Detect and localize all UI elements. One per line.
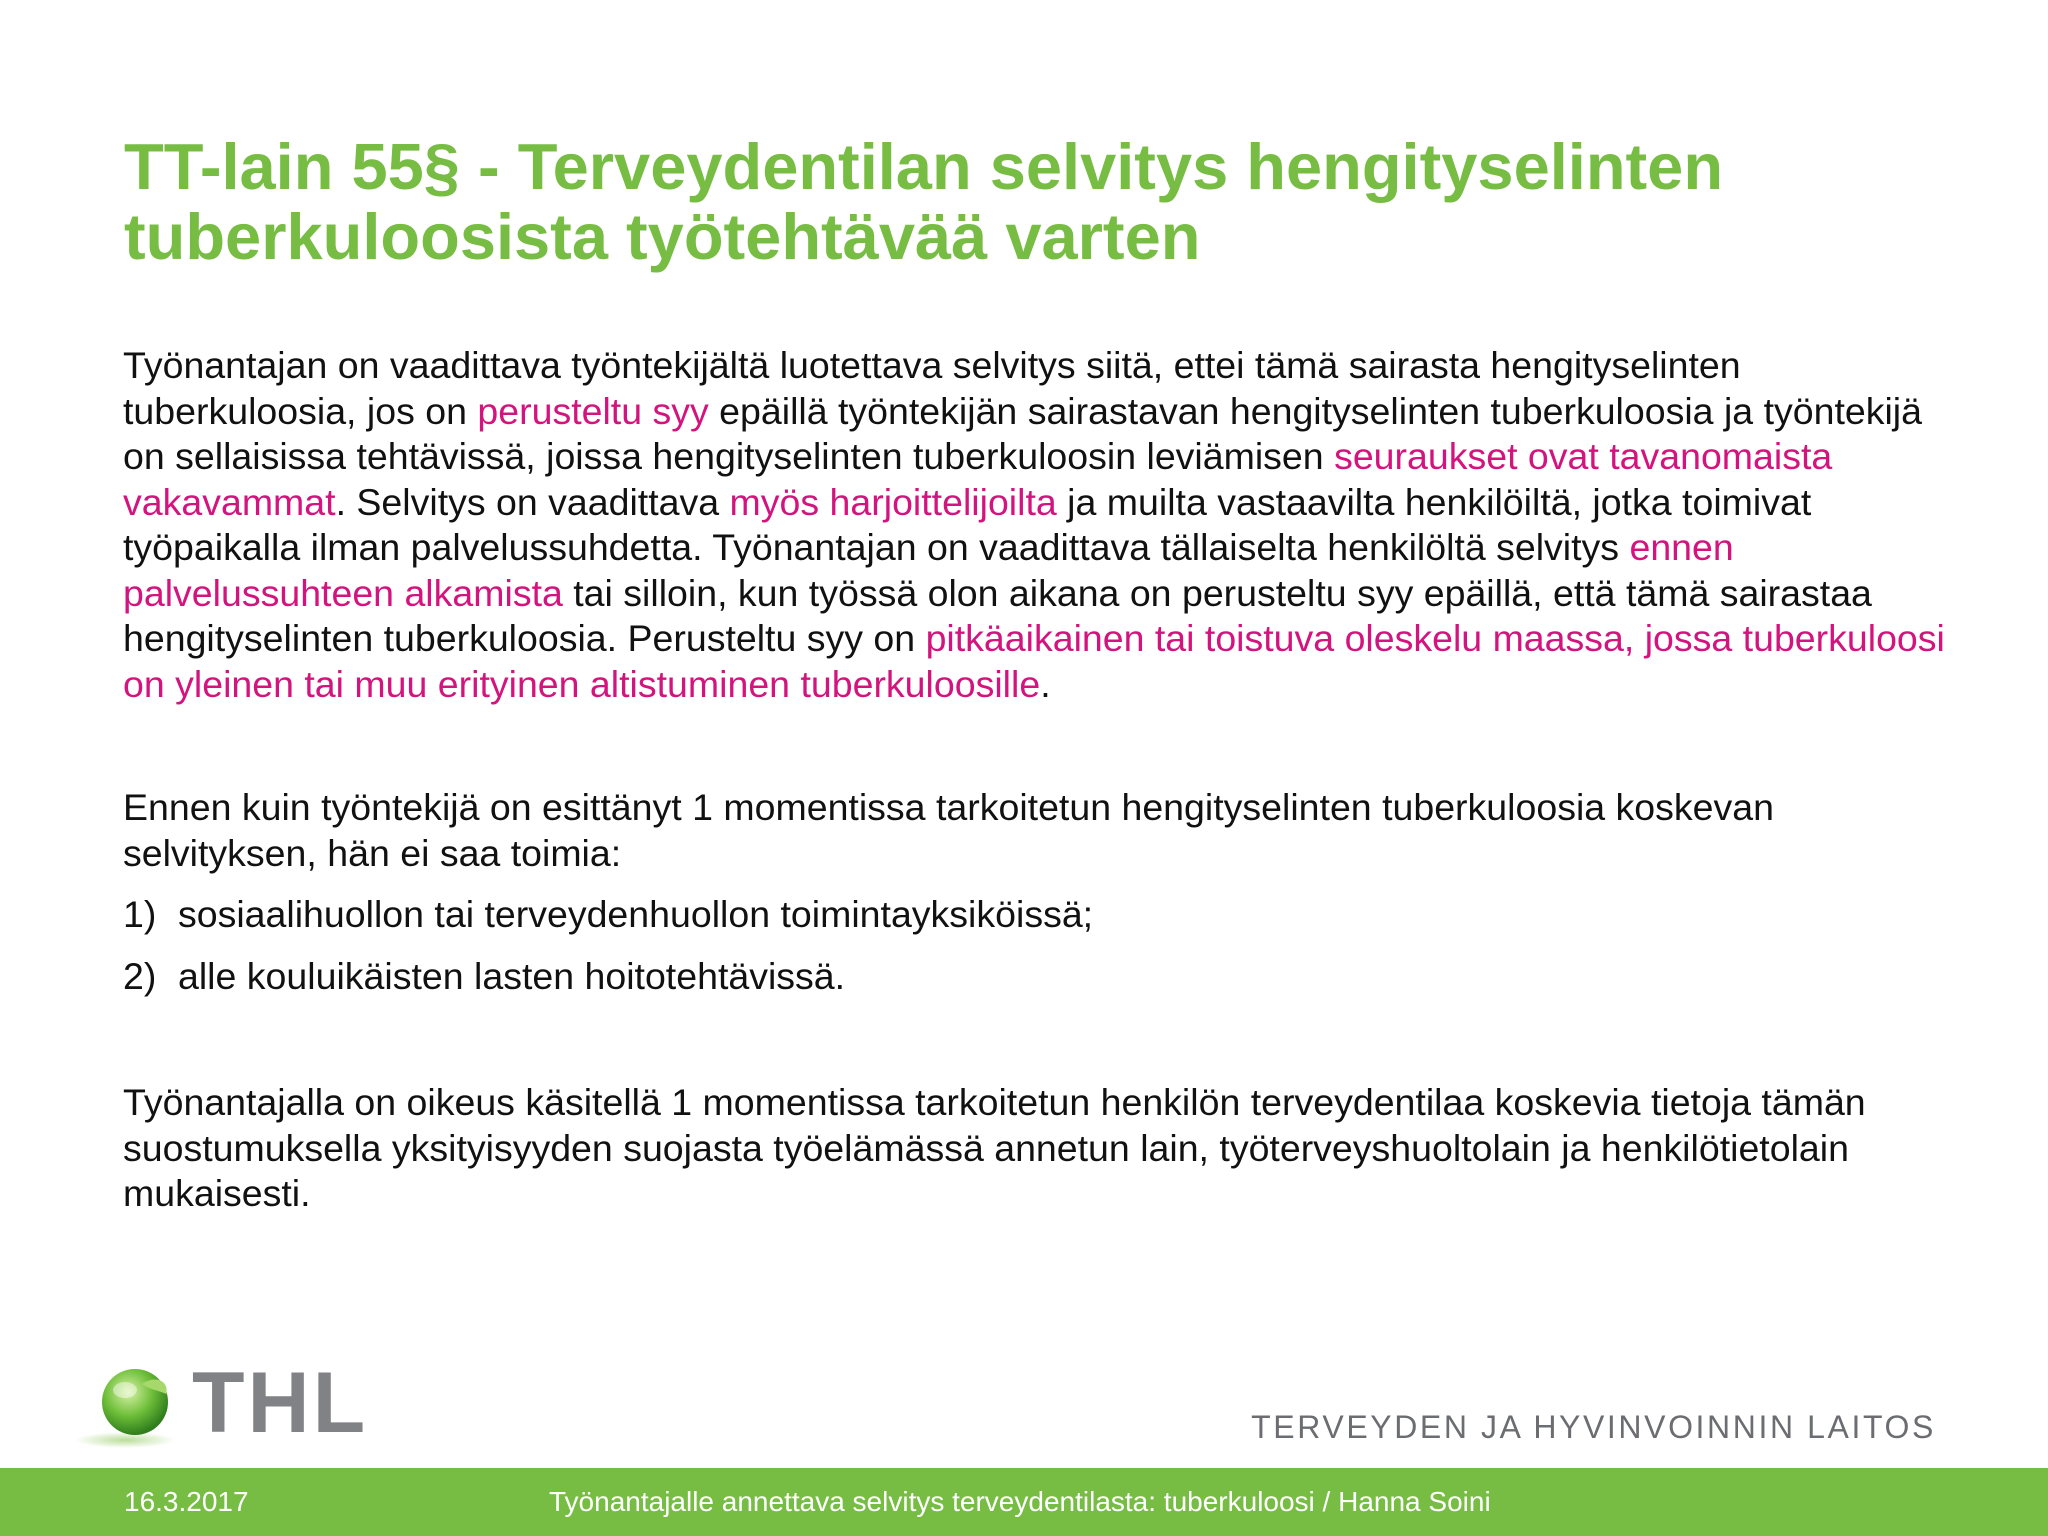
slide-title — [124, 132, 1964, 272]
slide-title-line-1: TT-lain 55§ - Terveydentilan selvitys hengityselinten — [124, 130, 1724, 203]
footer-date: 16.3.2017 — [124, 1486, 249, 1517]
list-item-text: alle kouluikäisten lasten hoitotehtävissä. — [178, 954, 846, 997]
list-item — [123, 892, 1973, 938]
paragraph-employer-obligation — [123, 343, 1973, 707]
highlight-ennen-palvelussuhdetta: ennen palvelussuhteen alkamista — [123, 526, 1734, 614]
restriction-list — [123, 892, 1973, 1015]
footer-text: Työnantajalle annettava selvitys terveydentilasta: tuberkuloosi / Hanna Soini — [549, 1486, 1491, 1517]
text-run: Työnantajan on vaadittava työntekijältä luotettava selvitys siitä, ettei tämä sairasta hengityselinten tuberkuloosia, jos on — [123, 344, 1741, 432]
highlight-seuraukset: seuraukset ovat tavanomaista vakavammat — [123, 435, 1833, 523]
paragraph-data-handling: Työnantajalla on oikeus käsitellä 1 momentissa tarkoitetun henkilön terveydentilaa koskevia tietoja tämän suostumuksella yksityisyyden suojasta työelämässä annetun lain, työterveyshuoltolain ja henkilötietolain mukaisesti. — [123, 1081, 1866, 1214]
list-item-number: 2) — [123, 954, 157, 997]
slide-title-line-2: tuberkuloosista työtehtävää varten — [124, 200, 1201, 273]
text-run: . — [1040, 662, 1051, 705]
highlight-perusteltu-syy-definition: pitkäaikainen tai toistuva oleskelu maassa, jossa tuberkuloosi on yleinen tai muu erityinen altistuminen tuberkuloosille — [123, 617, 1945, 705]
text-run: ja muilta vastaavilta henkilöiltä, jotka toimivat työpaikalla ilman palvelussuhdetta. Työnantajan on vaadittava tällaiselta henkilöltä selvitys — [123, 480, 1812, 568]
list-item — [123, 954, 1973, 1000]
organization-name: TERVEYDEN JA HYVINVOINNIN LAITOS — [1251, 1409, 1936, 1445]
text-run: . Selvitys on vaadittava — [335, 480, 730, 523]
list-item-text: sosiaalihuollon tai terveydenhuollon toimintayksiköissä; — [178, 893, 1094, 935]
paragraph-restrictions: Ennen kuin työntekijä on esittänyt 1 momentissa tarkoitetun hengityselinten tuberkuloosia koskevan selvityksen, hän ei saa toimia: — [123, 786, 1774, 874]
logo-text: THL — [192, 1355, 369, 1451]
text-run: tai silloin, kun työssä olon aikana on perusteltu syy epäillä, että tämä sairastaa hengityselinten tuberkuloosia. Perusteltu syy on — [123, 571, 1872, 659]
text-run: epäillä työntekijän sairastavan hengityselinten tuberkuloosia ja työntekijä on sellaisissa tehtävissä, joissa hengityselinten tuberkuloosin leviämisen — [123, 389, 1922, 477]
footer-bar — [0, 1468, 2048, 1536]
highlight-harjoittelijat: myös harjoittelijoilta — [729, 480, 1057, 523]
list-item-number: 1) — [123, 893, 157, 935]
highlight-perusteltu-syy: perusteltu syy — [477, 389, 709, 432]
